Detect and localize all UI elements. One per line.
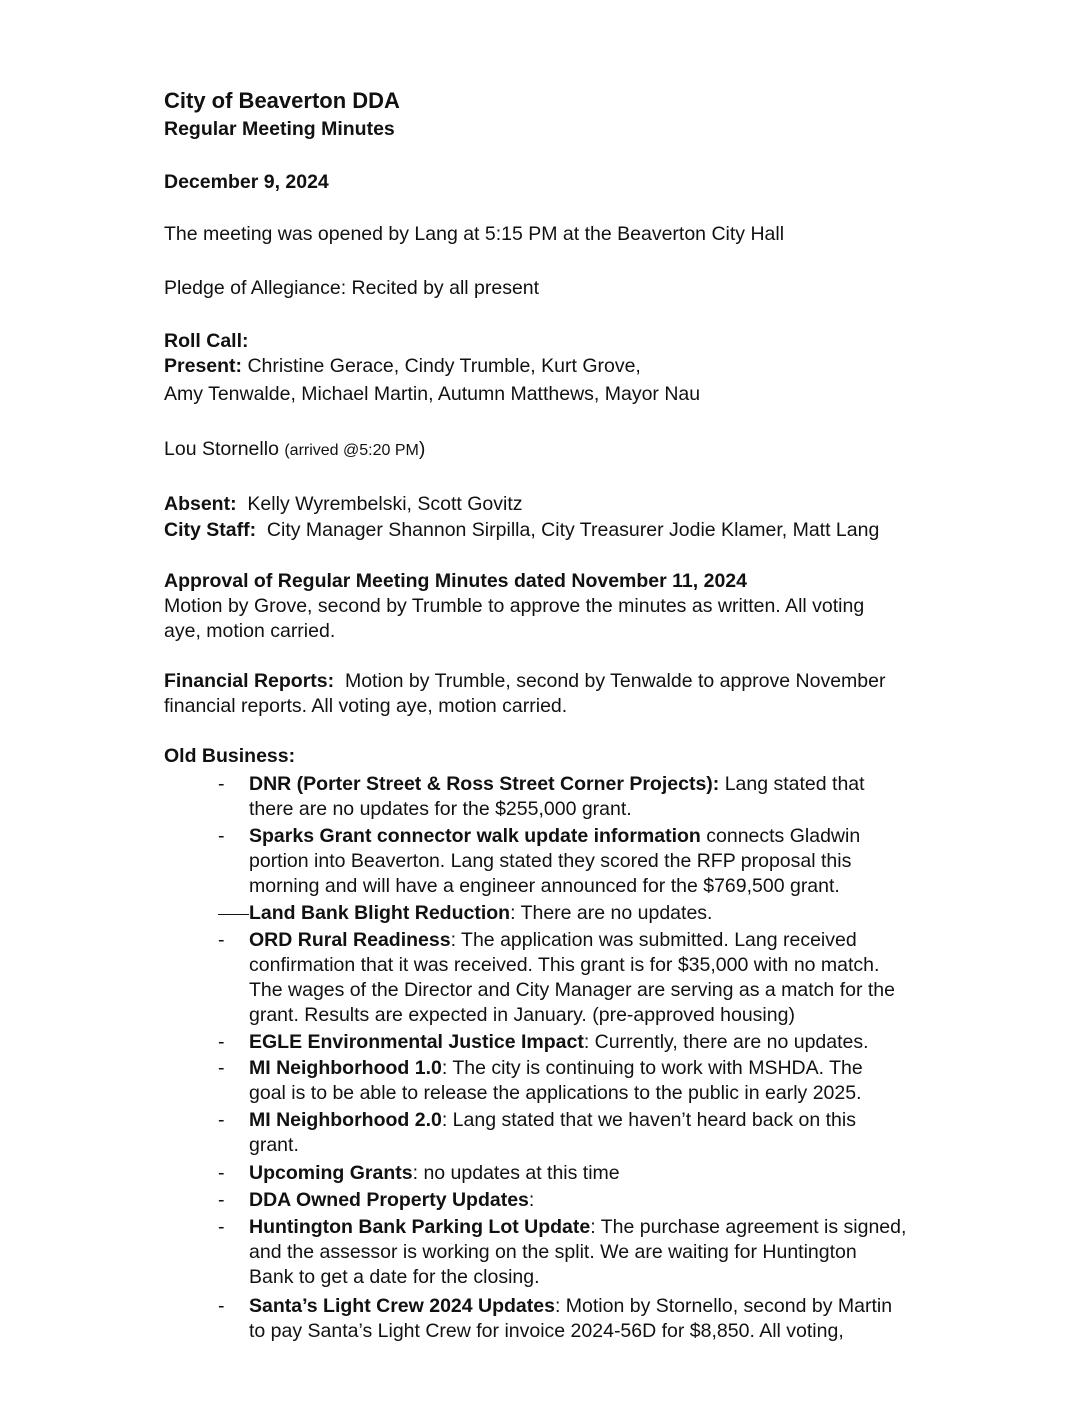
staff-label: City Staff: <box>164 519 257 541</box>
approval-text-2: aye, motion carried. <box>164 620 336 642</box>
meeting-date: December 9, 2024 <box>164 171 329 193</box>
absent-label: Absent: <box>164 493 237 515</box>
approval-text-1: Motion by Grove, second by Trumble to approve the minutes as written. All voting <box>164 595 865 617</box>
present-line <box>164 354 641 379</box>
list-item <box>249 824 860 849</box>
item-text: grant. <box>249 1134 299 1156</box>
list-item <box>249 1161 620 1186</box>
list-item <box>249 1294 892 1319</box>
item-text: Lang stated that <box>719 773 865 795</box>
bullet-dash: - <box>218 1295 225 1317</box>
item-title: EGLE Environmental Justice Impact <box>249 1031 584 1053</box>
item-text: : no updates at this time <box>412 1162 620 1184</box>
staff-names: City Manager Shannon Sirpilla, City Treasurer Jodie Klamer, Matt Lang <box>256 519 880 541</box>
financial-text-2: financial reports. All voting aye, motion carried. <box>164 695 568 717</box>
absent-names: Kelly Wyrembelski, Scott Govitz <box>236 493 523 515</box>
bullet-dash: - <box>218 825 225 847</box>
item-title: Upcoming Grants <box>249 1162 413 1184</box>
item-text: : Motion by Stornello, second by Martin <box>554 1295 893 1317</box>
item-text: goal is to be able to release the applications to the public in early 2025. <box>249 1082 862 1104</box>
opening-statement: The meeting was opened by Lang at 5:15 PM at the Beaverton City Hall <box>164 223 785 245</box>
item-text: grant. Results are expected in January. (pre-approved housing) <box>249 1004 795 1026</box>
item-title: Sparks Grant connector walk update information <box>249 825 701 847</box>
roll-call-heading: Roll Call: <box>164 330 249 352</box>
item-title: ORD Rural Readiness <box>249 929 451 951</box>
item-text: connects Gladwin <box>700 825 861 847</box>
item-text: : The purchase agreement is signed, <box>590 1216 907 1238</box>
bullet-dash: - <box>218 1216 225 1238</box>
list-item <box>249 928 857 953</box>
bullet-dash: - <box>218 1057 225 1079</box>
late-note-close: ) <box>418 438 426 460</box>
list-item <box>249 1215 906 1240</box>
item-text: portion into Beaverton. Lang stated they scored the RFP proposal this <box>249 850 852 872</box>
late-name: Lou Stornello <box>164 438 285 460</box>
late-note: (arrived @5:20 PM <box>284 442 419 459</box>
item-text: : Currently, there are no updates. <box>583 1031 869 1053</box>
item-text: to pay Santa’s Light Crew for invoice 2024-56D for $8,850. All voting, <box>249 1320 844 1342</box>
item-title: Huntington Bank Parking Lot Update <box>249 1216 591 1238</box>
bullet-dash-line <box>218 914 249 915</box>
bullet-dash: - <box>218 773 225 795</box>
item-title: MI Neighborhood 2.0 <box>249 1109 442 1131</box>
item-text: morning and will have a engineer announced for the $769,500 grant. <box>249 875 840 897</box>
financial-label: Financial Reports: <box>164 670 335 692</box>
document-type: Regular Meeting Minutes <box>164 118 395 140</box>
item-title: MI Neighborhood 1.0 <box>249 1057 442 1079</box>
item-text: The wages of the Director and City Manager are serving as a match for the <box>249 979 895 1001</box>
list-item <box>249 772 865 797</box>
old-business-heading: Old Business: <box>164 745 296 767</box>
list-item <box>249 901 712 926</box>
item-text: and the assessor is working on the split. We are waiting for Huntington <box>249 1241 857 1263</box>
item-text: there are no updates for the $255,000 grant. <box>249 798 632 820</box>
list-item <box>249 1030 869 1055</box>
list-item <box>249 1108 856 1133</box>
late-arrival <box>164 437 425 463</box>
item-text: : <box>528 1189 535 1211</box>
item-title: DDA Owned Property Updates <box>249 1189 529 1211</box>
item-text: Bank to get a date for the closing. <box>249 1266 540 1288</box>
present-names-1: Christine Gerace, Cindy Trumble, Kurt Grove, <box>242 355 641 377</box>
item-text: confirmation that it was received. This grant is for $35,000 with no match. <box>249 954 880 976</box>
item-text: : There are no updates. <box>510 902 713 924</box>
item-title: DNR (Porter Street & Ross Street Corner Projects): <box>249 773 720 795</box>
financial-line-1 <box>164 669 885 694</box>
present-names-2: Amy Tenwalde, Michael Martin, Autumn Matthews, Mayor Nau <box>164 383 701 405</box>
bullet-dash: - <box>218 1031 225 1053</box>
approval-heading: Approval of Regular Meeting Minutes dated November 11, 2024 <box>164 570 747 592</box>
item-text: : The application was submitted. Lang received <box>450 929 857 951</box>
present-label: Present: <box>164 355 243 377</box>
item-text: : The city is continuing to work with MSHDA. The <box>441 1057 863 1079</box>
staff-line <box>164 518 879 543</box>
item-title: Land Bank Blight Reduction <box>249 902 511 924</box>
absent-line <box>164 492 523 517</box>
bullet-dash: - <box>218 1189 225 1211</box>
financial-text-1: Motion by Trumble, second by Tenwalde to approve November <box>334 670 886 692</box>
item-title: Santa’s Light Crew 2024 Updates <box>249 1295 555 1317</box>
org-title: City of Beaverton DDA <box>164 88 400 113</box>
bullet-dash: - <box>218 929 225 951</box>
pledge-statement: Pledge of Allegiance: Recited by all present <box>164 277 540 299</box>
bullet-dash: - <box>218 1109 225 1131</box>
item-text: : Lang stated that we haven’t heard back on this <box>441 1109 856 1131</box>
bullet-dash: - <box>218 1162 225 1184</box>
list-item <box>249 1056 863 1081</box>
list-item <box>249 1188 534 1213</box>
